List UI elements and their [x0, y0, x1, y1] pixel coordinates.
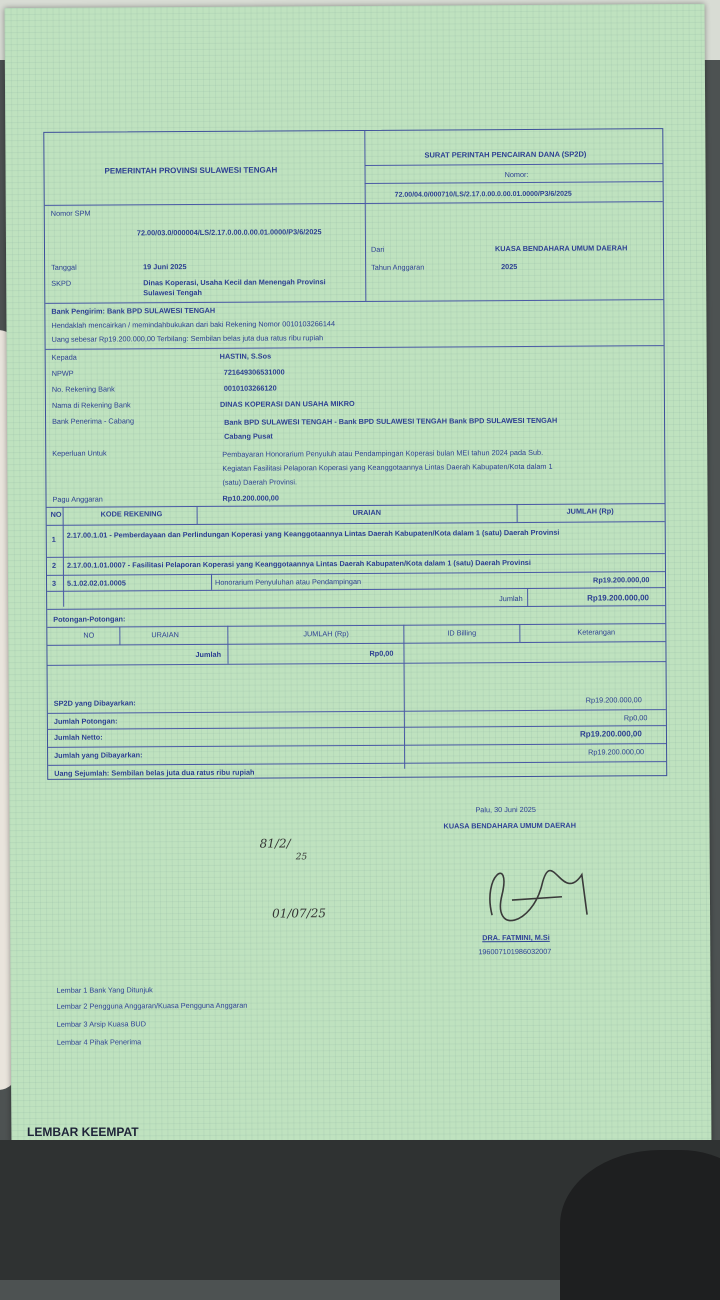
handwritten-note-2: 01/07/25	[272, 906, 327, 921]
dari-label: Dari	[370, 244, 385, 254]
distribution-1: Lembar 1 Bank Yang Ditunjuk	[56, 985, 153, 995]
distribution-4: Lembar 4 Pihak Penerima	[56, 1037, 142, 1047]
skpd-label: SKPD	[51, 278, 72, 288]
skpd-value: Dinas Koperasi, Usaha Kecil dan Menengah Provinsi Sulawesi Tengah	[143, 277, 326, 298]
handwritten-note-1: 81/2/	[259, 836, 291, 851]
row3-no: 3	[52, 578, 57, 588]
row3-text: Honorarium Penyuluhan atau Pendampingan	[215, 576, 362, 587]
pot-no-header: NO	[83, 630, 95, 640]
tanggal-label: Tanggal	[51, 262, 77, 272]
spm-value: 72.00/03.0/000004/LS/2.17.0.00.0.00.01.0000/P3/6/2025	[136, 227, 322, 238]
row3-code: 5.1.02.02.01.0005	[67, 578, 126, 588]
summary-potongan-value: Rp0,00	[623, 713, 648, 723]
kepada-label: Kepada	[51, 352, 77, 362]
bank-penerima-value: Bank BPD SULAWESI TENGAH - Bank BPD SULAWESI TENGAH Bank BPD SULAWESI TENGAH Cabang Pusat	[224, 415, 558, 441]
norek-label: No. Rekening Bank	[51, 384, 115, 394]
col-no-header: NO	[50, 509, 62, 519]
pot-idbilling-header: ID Billing	[447, 628, 477, 638]
row2-no: 2	[51, 560, 57, 570]
document-sheet	[5, 4, 712, 1148]
row1-text: 2.17.00.1.01 - Pemberdayaan dan Perlindungan Koperasi yang Keanggotaannya Lintas Daerah Kabupaten/Kota dalam 1 (satu) Daerah Provinsi	[66, 527, 560, 540]
dari-value: KUASA BENDAHARA UMUM DAERAH	[494, 243, 628, 254]
distribution-3: Lembar 3 Arsip Kuasa BUD	[56, 1019, 146, 1029]
summary-netto-value: Rp19.200.000,00	[579, 729, 642, 739]
summary-dibayarkan-value: Rp19.200.000,00	[588, 747, 645, 757]
row2-text: 2.17.00.1.01.0007 - Fasilitasi Pelaporan Koperasi yang Keanggotaannya Lintas Daerah Kabupaten/Kota dalam 1 (satu) Daerah Provinsi	[66, 557, 531, 570]
sign-name: DRA. FATMINI, M.Si	[482, 932, 550, 943]
keperluan-label: Keperluan Untuk	[52, 448, 107, 458]
sign-role: KUASA BENDAHARA UMUM DAERAH	[443, 820, 576, 831]
pot-jumlah-label: Jumlah	[195, 649, 222, 659]
pagu-value: Rp10.200.000,00	[222, 493, 279, 503]
tanggal-value: 19 Juni 2025	[143, 262, 187, 272]
col-uraian-header: URAIAN	[352, 507, 382, 518]
npwp-value: 721649306531000	[223, 367, 285, 377]
nama-rek-label: Nama di Rekening Bank	[51, 400, 131, 410]
col-jumlah-header: JUMLAH (Rp)	[566, 506, 614, 516]
government-name: PEMERINTAH PROVINSI SULAWESI TENGAH	[104, 165, 278, 176]
nomor-label: Nomor:	[504, 169, 529, 180]
summary-dibayarkan-label: Jumlah yang Dibayarkan:	[54, 750, 143, 760]
row3-amount: Rp19.200.000,00	[593, 575, 650, 585]
tahun-value: 2025	[501, 262, 518, 272]
instruction-line: Hendaklah mencairkan / memindahbukukan dari baki Rekening Nomor 0010103266144	[51, 319, 336, 330]
document-title: SURAT PERINTAH PENCAIRAN DANA (SP2D)	[424, 149, 587, 160]
row1-no: 1	[51, 534, 56, 544]
pot-jumlah-header: JUMLAH (Rp)	[303, 629, 349, 639]
handwritten-note-1b: 25	[295, 852, 308, 863]
col-kode-header: KODE REKENING	[100, 509, 163, 519]
keperluan-value: Pembayaran Honorarium Penyuluh atau Pendampingan Koperasi bulan MEI tahun 2024 pada Sub. Kegiatan Fasilitasi Pelaporan Koperasi yang Keanggotaannya Lintas Daerah Kabupaten/Kota dalam 1 (satu) Daerah Provinsi.	[222, 447, 553, 487]
amount-line: Uang sebesar Rp19.200.000,00 Terbilang: Sembilan belas juta dua ratus ribu rupiah	[51, 333, 324, 344]
npwp-label: NPWP	[51, 368, 74, 378]
summary-netto-label: Jumlah Netto:	[53, 732, 103, 742]
nomor-value: 72.00/04.0/000710/LS/2.17.0.00.0.00.01.0000/P3/6/2025	[394, 190, 572, 199]
summary-sp2d-label: SP2D yang Dibayarkan:	[53, 698, 136, 708]
spm-label: Nomor SPM	[50, 208, 91, 218]
pot-jumlah-value: Rp0,00	[369, 648, 394, 658]
nama-rek-value: DINAS KOPERASI DAN USAHA MIKRO	[219, 399, 355, 409]
sp2d-form	[43, 128, 667, 780]
jumlah-label: Jumlah	[499, 593, 523, 604]
tahun-label: Tahun Anggaran	[371, 262, 425, 272]
bank-penerima-label: Bank Penerima - Cabang	[52, 416, 135, 426]
potongan-title: Potongan-Potongan:	[53, 614, 126, 624]
bank-line: Bank Pengirim: Bank BPD SULAWESI TENGAH	[51, 305, 216, 316]
norek-value: 0010103266120	[223, 383, 277, 393]
lembar-label-line1: LEMBAR KEEMPAT	[27, 1125, 139, 1139]
distribution-2: Lembar 2 Pengguna Anggaran/Kuasa Pengguna Anggaran	[56, 1000, 248, 1011]
summary-sp2d-value: Rp19.200.000,00	[585, 695, 642, 705]
kepada-value: HASTIN, S.Sos	[219, 351, 272, 361]
pot-uraian-header: URAIAN	[151, 630, 179, 640]
sign-place-date: Palu, 30 Juni 2025	[475, 804, 536, 815]
terbilang-line: Uang Sejumlah: Sembilan belas juta dua ratus ribu rupiah	[54, 767, 255, 778]
jumlah-value: Rp19.200.000,00	[587, 593, 649, 603]
pot-keterangan-header: Keterangan	[577, 627, 616, 637]
pagu-label: Pagu Anggaran	[52, 494, 103, 504]
sign-nip: 196007101986032007	[478, 946, 552, 957]
summary-potongan-label: Jumlah Potongan:	[53, 716, 118, 726]
signature-scribble	[472, 854, 612, 935]
